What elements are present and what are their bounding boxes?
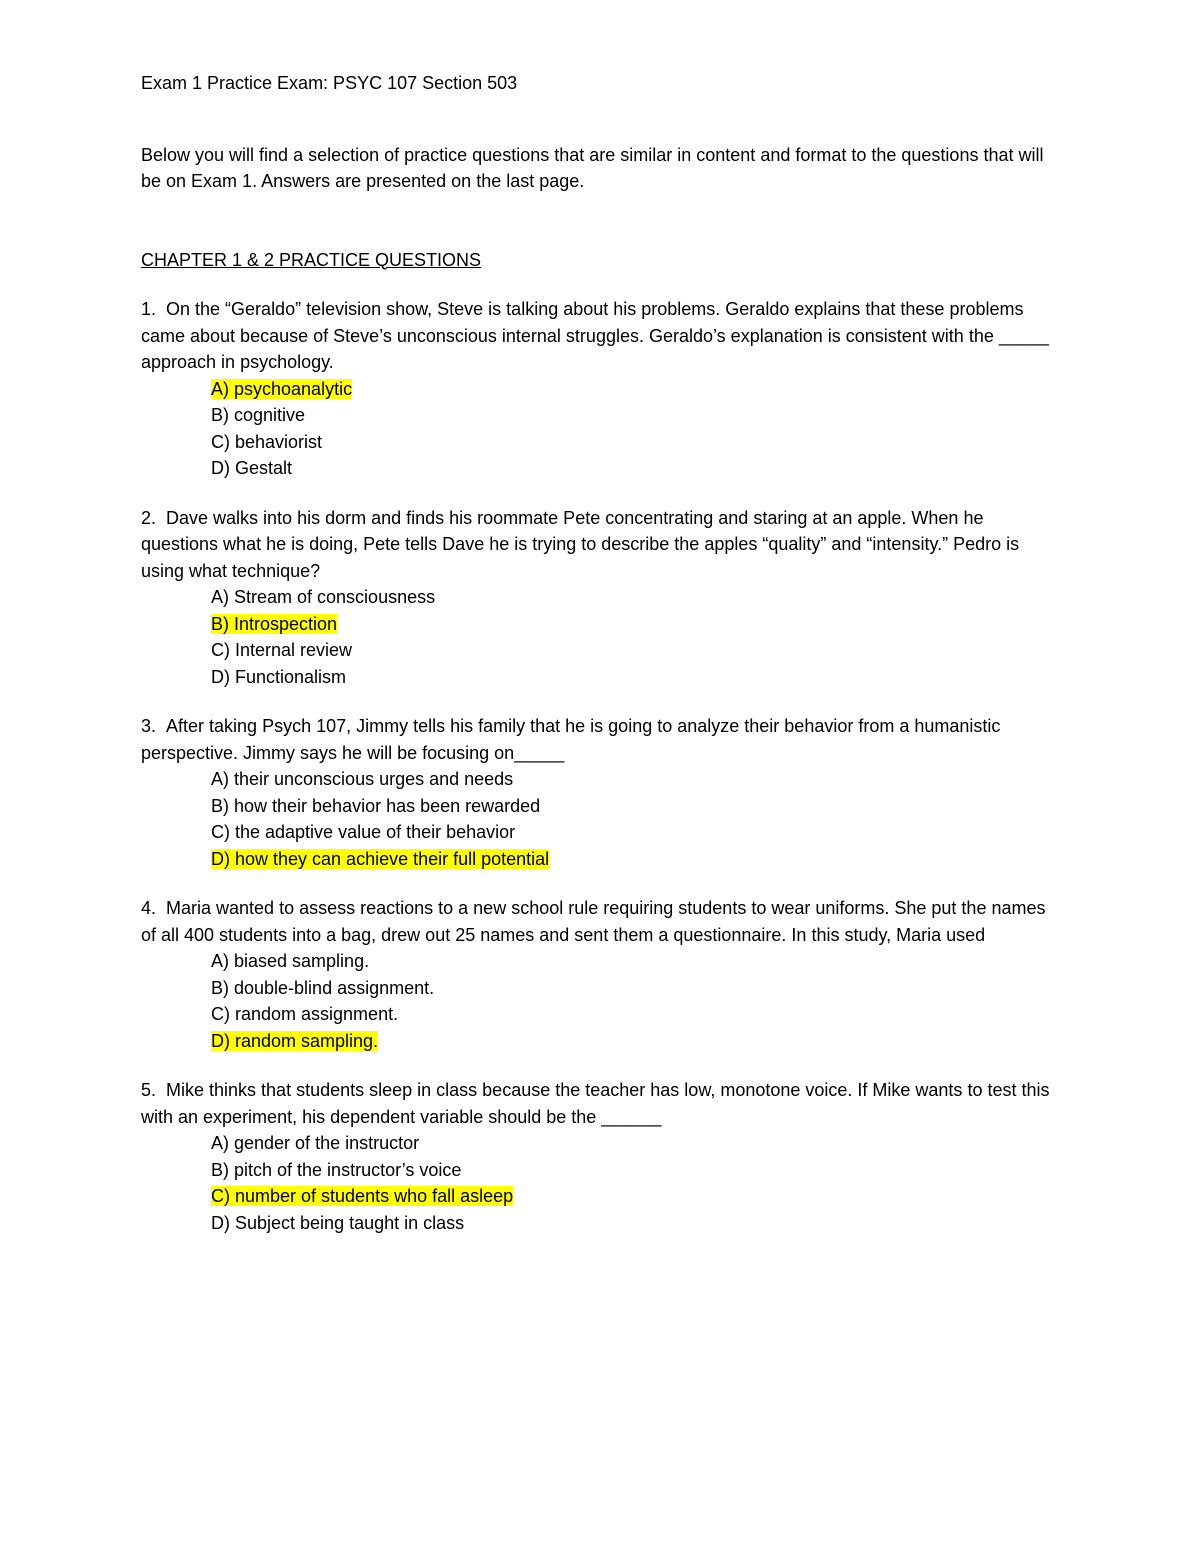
answer-option-text: A) Stream of consciousness xyxy=(211,587,436,607)
answer-option-text: A) psychoanalytic xyxy=(211,378,353,399)
answer-option-text: C) the adaptive value of their behavior xyxy=(211,822,516,842)
answer-option-text: B) pitch of the instructor’s voice xyxy=(211,1159,462,1180)
answer-option xyxy=(211,402,1051,429)
question-stem xyxy=(141,1077,1051,1130)
answer-option xyxy=(211,1130,1051,1157)
document-title: Exam 1 Practice Exam: PSYC 107 Section 503 xyxy=(141,73,518,93)
answer-options xyxy=(141,948,1051,1054)
answer-option-text: C) Internal review xyxy=(211,640,353,660)
question-stem xyxy=(141,713,1051,766)
answer-option xyxy=(211,766,1051,793)
answer-option xyxy=(211,637,1051,664)
answer-option-text: D) how they can achieve their full potential xyxy=(211,848,550,869)
question-number: 3. xyxy=(141,716,157,736)
answer-option-text: B) Introspection xyxy=(211,613,338,634)
answer-option-text: B) double-blind assignment. xyxy=(211,977,435,998)
answer-option xyxy=(211,1157,1051,1184)
answer-option-text: A) gender of the instructor xyxy=(211,1133,420,1153)
answer-option xyxy=(211,429,1051,456)
answer-option xyxy=(211,793,1051,820)
answer-option xyxy=(211,611,1051,638)
answer-option xyxy=(211,975,1051,1002)
answer-option xyxy=(211,664,1051,691)
answer-option-text: D) Gestalt xyxy=(211,458,293,478)
answer-option xyxy=(211,1210,1051,1237)
question-stem xyxy=(141,296,1051,376)
section-heading: CHAPTER 1 & 2 PRACTICE QUESTIONS xyxy=(141,249,482,270)
question-number: 5. xyxy=(141,1080,157,1100)
question-3 xyxy=(141,713,1051,872)
question-text: Maria wanted to assess reactions to a new school rule requiring students to wear uniforms. She put the names of all 400 students into a bag, drew out 25 names and sent them a questionnaire. In this study, Maria used xyxy=(141,898,1046,945)
answer-option xyxy=(211,1001,1051,1028)
answer-option-text: C) random assignment. xyxy=(211,1004,399,1024)
answer-option-text: D) Functionalism xyxy=(211,666,347,687)
answer-option-text: D) random sampling. xyxy=(211,1030,379,1051)
answer-option-text: D) Subject being taught in class xyxy=(211,1212,465,1233)
question-stem xyxy=(141,505,1051,585)
answer-options xyxy=(141,376,1051,482)
question-number: 1. xyxy=(141,299,157,319)
answer-option xyxy=(211,1183,1051,1210)
question-1 xyxy=(141,296,1051,482)
document-page xyxy=(141,70,1051,1236)
answer-option xyxy=(211,584,1051,611)
answer-option xyxy=(211,846,1051,873)
answer-option-text: B) how their behavior has been rewarded xyxy=(211,795,541,816)
question-text: On the “Geraldo” television show, Steve is talking about his problems. Geraldo explains that these problems came about because of Steve’s unconscious internal struggles. Geraldo’s explanation is consistent with the _____ approach in psychology. xyxy=(141,299,1049,372)
question-2 xyxy=(141,505,1051,691)
answer-option-text: A) biased sampling. xyxy=(211,951,370,971)
question-number: 4. xyxy=(141,898,157,918)
question-4 xyxy=(141,895,1051,1054)
question-5 xyxy=(141,1077,1051,1236)
answer-option-text: A) their unconscious urges and needs xyxy=(211,769,514,789)
question-text: Dave walks into his dorm and finds his roommate Pete concentrating and staring at an apple. When he questions what he is doing, Pete tells Dave he is trying to describe the apples “quality” and “intensity.” Pedro is using what technique? xyxy=(141,507,1020,581)
question-text: After taking Psych 107, Jimmy tells his family that he is going to analyze their behavior from a humanistic perspective. Jimmy says he will be focusing on_____ xyxy=(141,716,1001,763)
answer-options xyxy=(141,1130,1051,1236)
answer-option xyxy=(211,455,1051,482)
answer-option xyxy=(211,1028,1051,1055)
answer-options xyxy=(141,584,1051,690)
answer-option xyxy=(211,376,1051,403)
question-text: Mike thinks that students sleep in class because the teacher has low, monotone voice. If Mike wants to test this with an experiment, his dependent variable should be the ______ xyxy=(141,1080,1050,1127)
answer-option xyxy=(211,948,1051,975)
answer-option xyxy=(211,819,1051,846)
answer-options xyxy=(141,766,1051,872)
intro-paragraph: Below you will find a selection of practice questions that are similar in content and format to the questions that will be on Exam 1. Answers are presented on the last page. xyxy=(141,144,1044,191)
answer-option-text: C) behaviorist xyxy=(211,431,323,452)
answer-option-text: B) cognitive xyxy=(211,405,306,425)
answer-option-text: C) number of students who fall asleep xyxy=(211,1186,514,1206)
question-stem xyxy=(141,895,1051,948)
question-number: 2. xyxy=(141,507,157,528)
